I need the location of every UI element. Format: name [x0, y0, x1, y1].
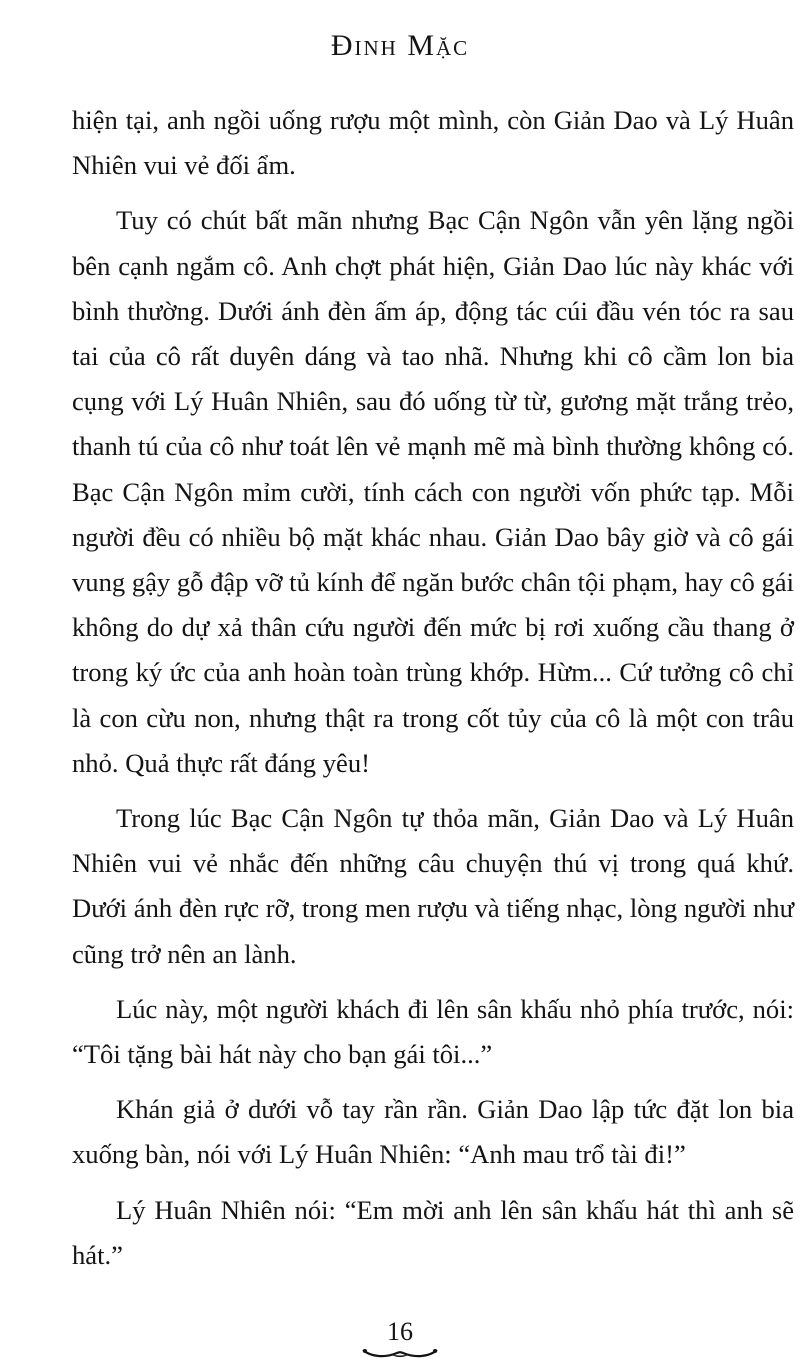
- paragraph-3: Trong lúc Bạc Cận Ngôn tự thỏa mãn, Giản Dao và Lý Huân Nhiên vui vẻ nhắc đến những câu chuyện thú vị trong quá khứ. Dưới ánh đèn rực rỡ, trong men rượu và tiếng nhạc, lòng người như cũng trở nên an lành.: [72, 803, 794, 969]
- paragraph-2: Tuy có chút bất mãn nhưng Bạc Cận Ngôn vẫn yên lặng ngồi bên cạnh ngắm cô. Anh chợt phát hiện, Giản Dao lúc này khác với bình thường. Dưới ánh đèn ấm áp, động tác cúi đầu vén tóc ra sau tai của cô rất duyên dáng và tao nhã. Nhưng khi cô cầm lon bia cụng với Lý Huân Nhiên, sau đó uống từ từ, gương mặt trắng trẻo, thanh tú của cô như toát lên vẻ mạnh mẽ mà bình thường không có. Bạc Cận Ngôn mỉm cười, tính cách con người vốn phức tạp. Mỗi người đều có nhiều bộ mặt khác nhau. Giản Dao bây giờ và cô gái vung gậy gỗ đập vỡ tủ kính để ngăn bước chân tội phạm, hay cô gái không do dự xả thân cứu người đến mức bị rơi xuống cầu thang ở trong ký ức của anh hoàn toàn trùng khớp. Hừm... Cứ tưởng cô chỉ là con cừu non, nhưng thật ra trong cốt tủy của cô là một con trâu nhỏ. Quả thực rất đáng yêu!: [72, 205, 794, 778]
- author-name: Đinh Mặc: [330, 29, 470, 62]
- running-header: [0, 28, 800, 64]
- body-text: [72, 98, 794, 1278]
- paragraph-1: hiện tại, anh ngồi uống rượu một mình, còn Giản Dao và Lý Huân Nhiên vui vẻ đối ẩm.: [72, 105, 794, 181]
- flourish-ornament-icon: [361, 1346, 439, 1360]
- paragraph-4: Lúc này, một người khách đi lên sân khấu nhỏ phía trước, nói: “Tôi tặng bài hát này cho bạn gái tôi...”: [72, 993, 794, 1070]
- paragraph-6: Lý Huân Nhiên nói: “Em mời anh lên sân khấu hát thì anh sẽ hát.”: [72, 1194, 794, 1270]
- page-number: 16: [387, 1317, 413, 1346]
- page-footer: [0, 1318, 800, 1360]
- paragraph-5: Khán giả ở dưới vỗ tay rần rần. Giản Dao lập tức đặt lon bia xuống bàn, nói với Lý Huân Nhiên: “Anh mau trổ tài đi!”: [72, 1094, 794, 1170]
